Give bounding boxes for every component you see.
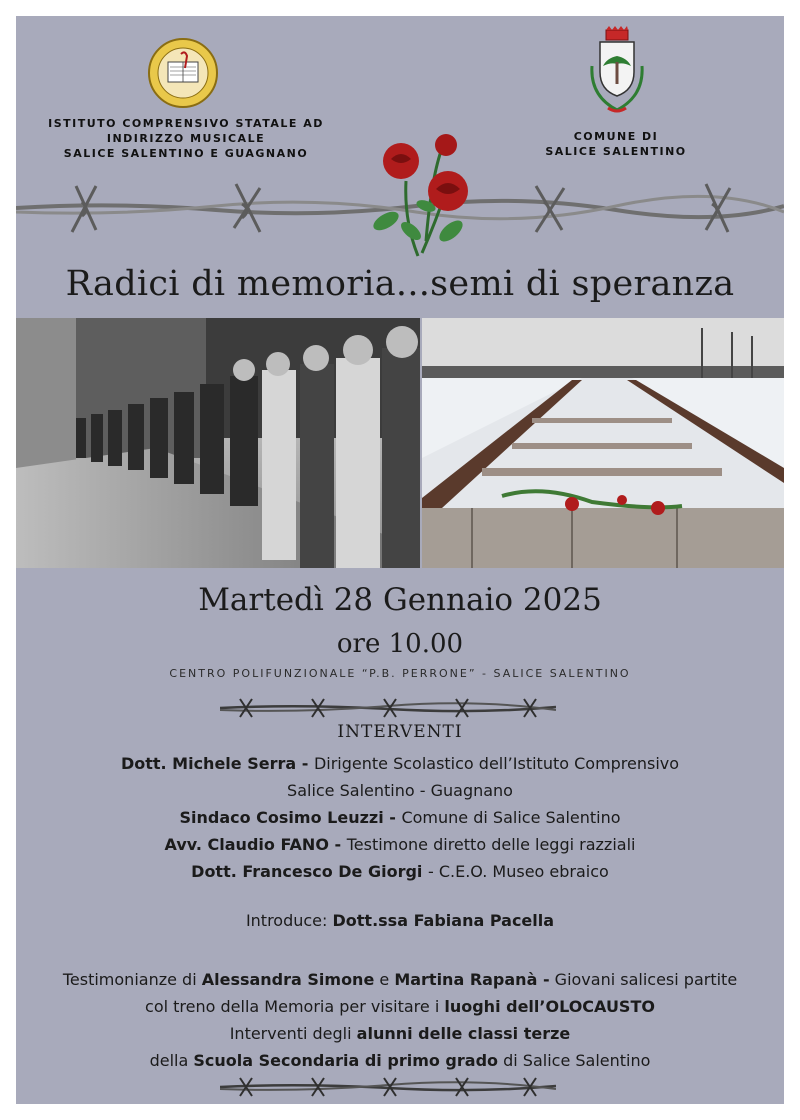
text: Interventi degli (229, 1024, 357, 1043)
event-venue: CENTRO POLIFUNZIONALE “P.B. PERRONE” - SALICE SALENTINO (169, 667, 631, 680)
speaker-role-cont: Salice Salentino - Guagnano (287, 781, 513, 800)
text: della (149, 1051, 194, 1070)
comune-crest (584, 26, 650, 118)
event-title: Radici di memoria...semi di speranza (65, 264, 735, 304)
intro-label: Introduce: (245, 911, 333, 930)
intro-name: Dott.ssa Fabiana Pacella (332, 911, 555, 930)
speaker-line (16, 831, 784, 858)
speaker-role: Comune di Salice Salentino (401, 808, 621, 827)
testimony-line (16, 966, 784, 993)
barbed-wire-ornament (220, 695, 556, 721)
school-name-line: INDIRIZZO MUSICALE (106, 132, 266, 145)
text: e (374, 970, 395, 989)
comune-name-line: SALICE SALENTINO (545, 145, 687, 158)
comune-name (506, 129, 726, 159)
emphasis: alunni delle classi terze (356, 1024, 571, 1043)
school-name (26, 116, 346, 161)
speaker-name: Avv. Claudio FANO - (164, 835, 347, 854)
speakers-list (16, 750, 784, 885)
testimonies-text (16, 966, 784, 1074)
testimony-line (16, 993, 784, 1020)
speaker-role: Testimone diretto delle leggi razziali (346, 835, 636, 854)
speaker-line (16, 858, 784, 885)
text: col treno della Memoria per visitare i (145, 997, 445, 1016)
testimony-line (16, 1020, 784, 1047)
historical-photo (16, 318, 420, 568)
interventi-heading: INTERVENTI (337, 722, 463, 742)
speaker-line (16, 804, 784, 831)
emphasis: Scuola Secondaria di primo grado (193, 1051, 499, 1070)
school-name-line: SALICE SALENTINO E GUAGNANO (63, 147, 309, 160)
event-time: ore 10.00 (336, 629, 464, 659)
roses-illustration (356, 121, 476, 261)
speaker-line (16, 750, 784, 777)
speaker-name: Dott. Francesco De Giorgi (191, 862, 428, 881)
text: di Salice Salentino (498, 1051, 651, 1070)
emphasis: luoghi dell’OLOCAUSTO (444, 997, 655, 1016)
railway-photo (422, 318, 784, 568)
poster (16, 16, 784, 1104)
school-logo (148, 38, 218, 108)
introduction-line (16, 911, 784, 930)
testimony-line (16, 1047, 784, 1074)
comune-name-line: COMUNE DI (573, 130, 659, 143)
school-name-line: ISTITUTO COMPRENSIVO STATALE AD (48, 117, 324, 130)
text: Giovani salicesi partite (549, 970, 738, 989)
student-name: Alessandra Simone (201, 970, 375, 989)
event-date: Martedì 28 Gennaio 2025 (198, 582, 602, 618)
speaker-role: Dirigente Scolastico dell’Istituto Comprensivo (313, 754, 680, 773)
speaker-name: Sindaco Cosimo Leuzzi - (179, 808, 402, 827)
text: Testimonianze di (62, 970, 202, 989)
speaker-role: - C.E.O. Museo ebraico (427, 862, 609, 881)
barbed-wire-ornament (220, 1074, 556, 1100)
student-name: Martina Rapanà - (394, 970, 550, 989)
speaker-name: Dott. Michele Serra - (120, 754, 314, 773)
